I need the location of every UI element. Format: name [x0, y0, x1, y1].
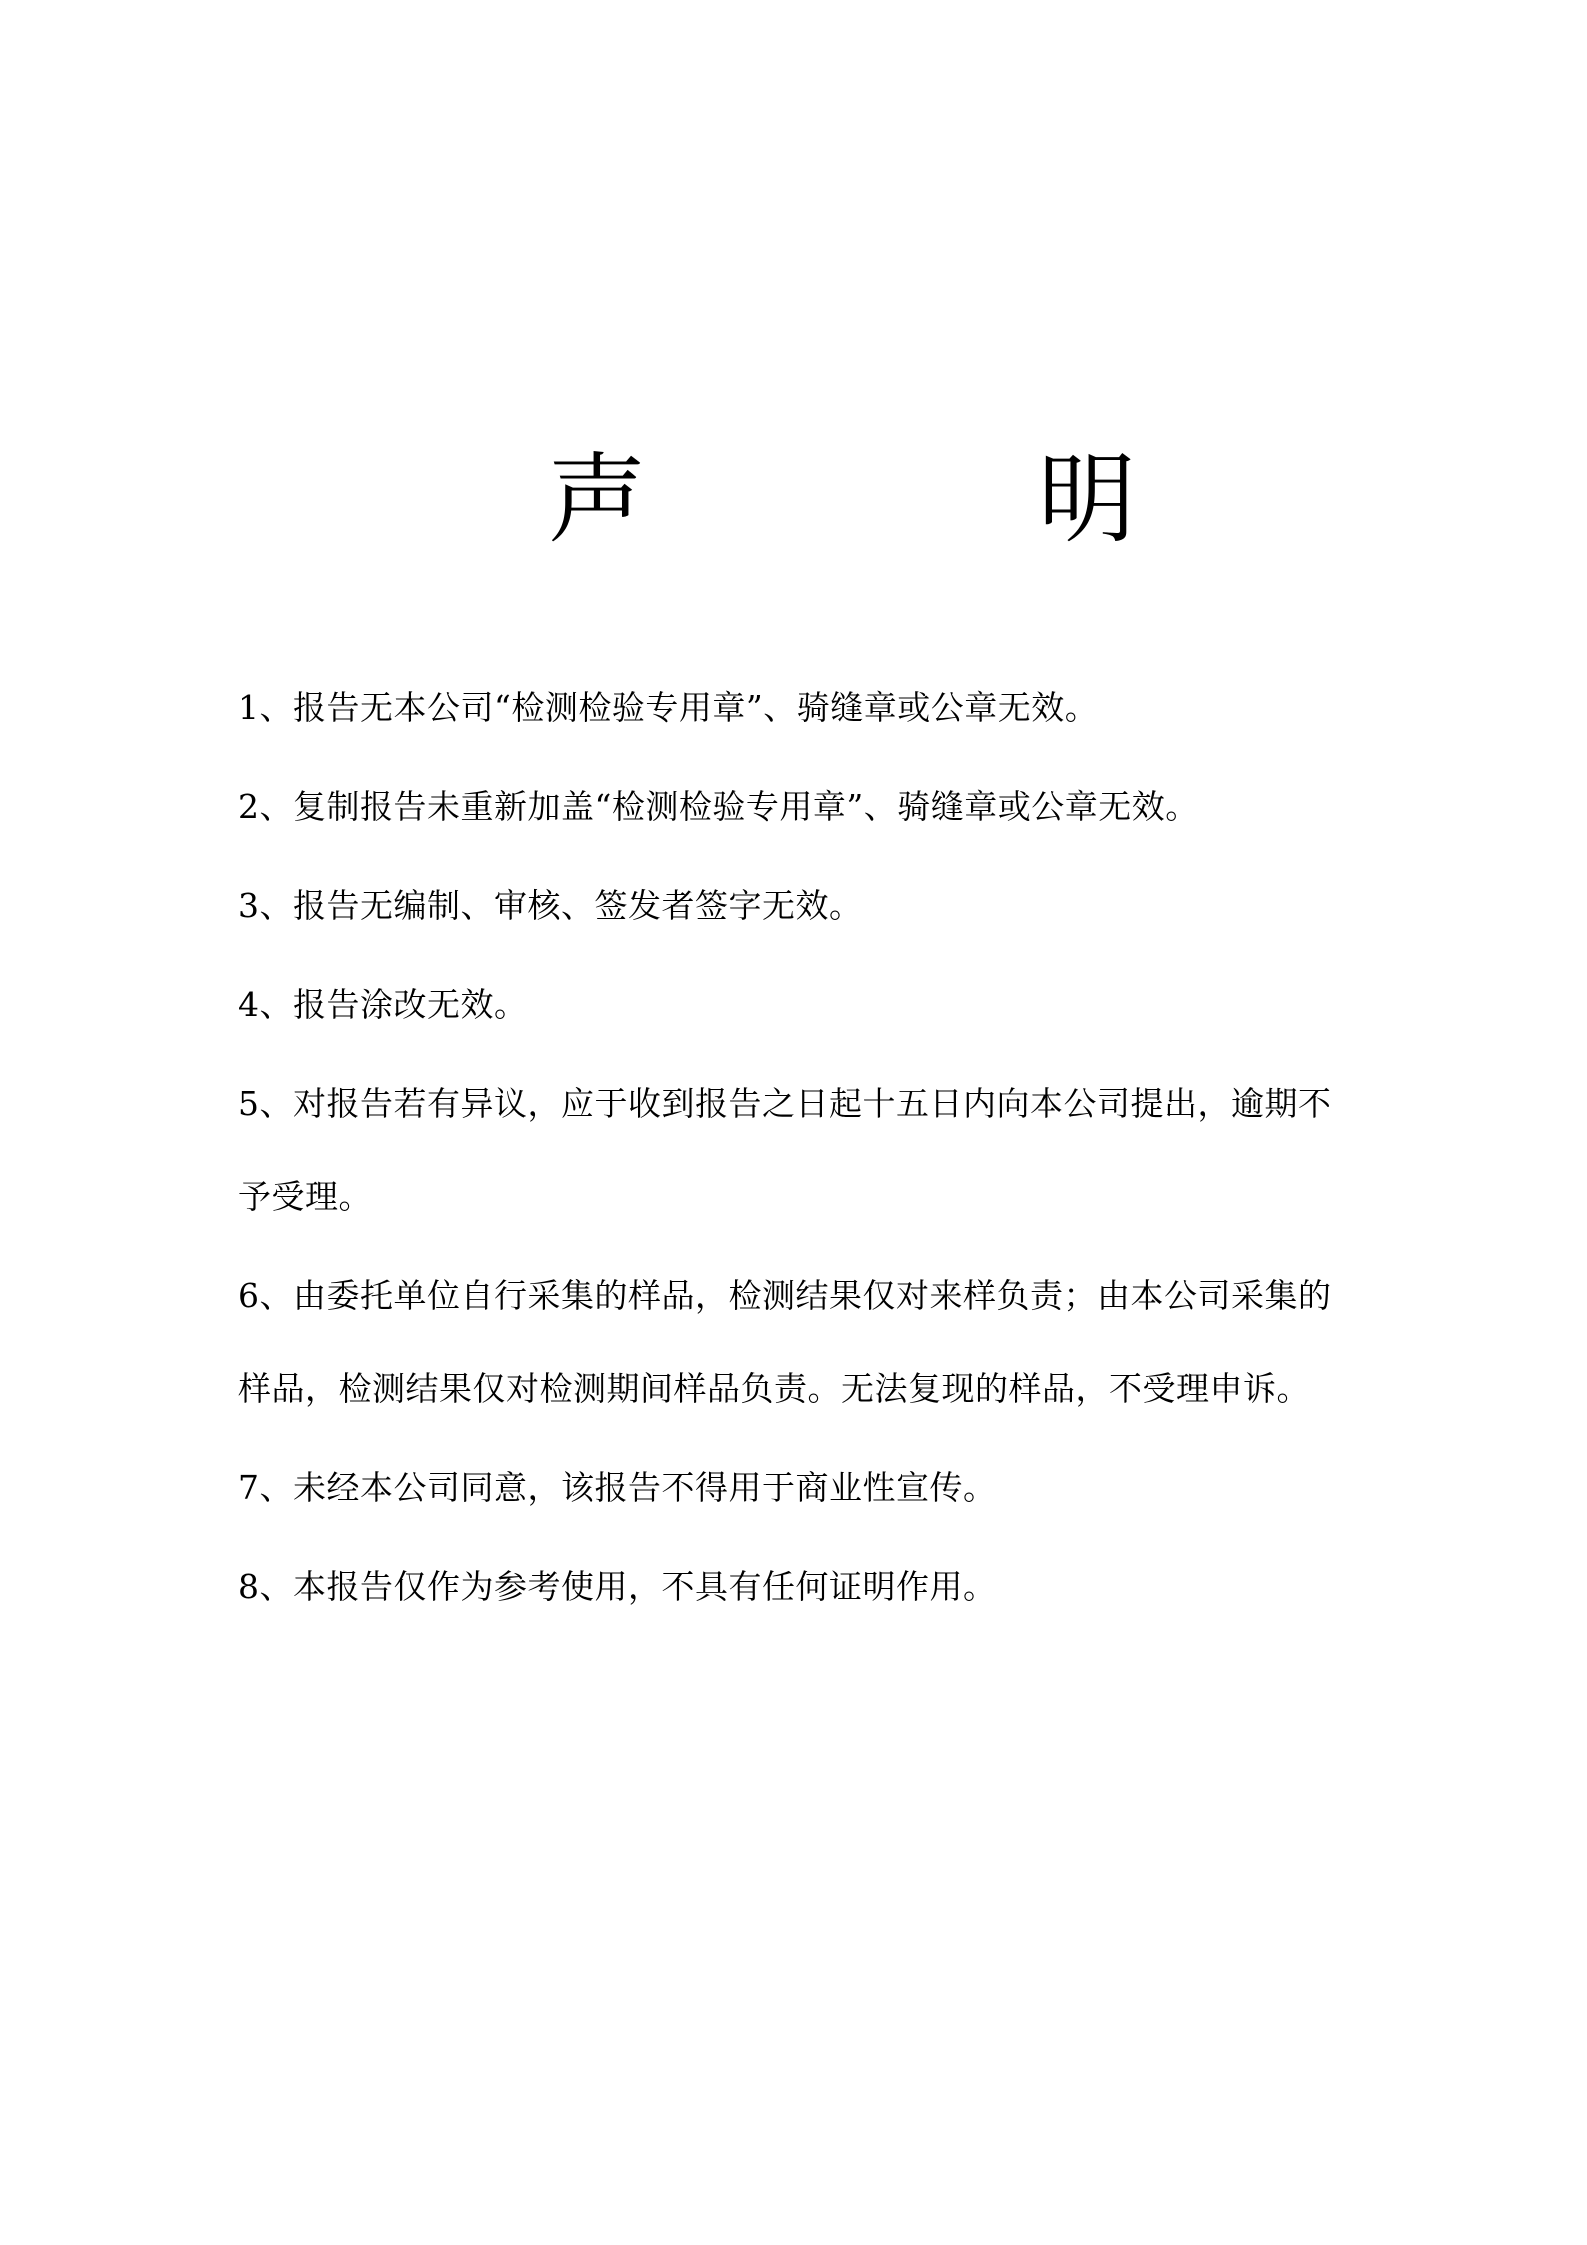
statement-line: 样品，检测结果仅对检测期间样品负责。无法复现的样品，不受理申诉。	[238, 1369, 1310, 1408]
statement-item-7	[238, 1465, 1468, 1510]
statement-item-8	[238, 1564, 1468, 1609]
statement-item-6	[238, 1273, 1468, 1411]
statement-line: 6、由委托单位自行采集的样品，检测结果仅对来样负责；由本公司采集的	[238, 1276, 1332, 1315]
statement-item-1	[238, 685, 1468, 730]
statement-item-2	[238, 784, 1468, 829]
statement-item-3	[238, 883, 1468, 928]
statement-line: 1、报告无本公司“检测检验专用章”、骑缝章或公章无效。	[238, 688, 1099, 727]
statement-item-4	[238, 982, 1468, 1027]
statement-list	[238, 685, 1468, 1609]
statement-line: 2、复制报告未重新加盖“检测检验专用章”、骑缝章或公章无效。	[238, 787, 1199, 826]
title-char-2: 明	[1038, 443, 1137, 557]
page-title	[0, 440, 1587, 560]
statement-item-5	[238, 1081, 1468, 1219]
statement-line: 4、报告涂改无效。	[238, 985, 528, 1024]
statement-line: 5、对报告若有异议，应于收到报告之日起十五日内向本公司提出，逾期不	[238, 1084, 1332, 1123]
statement-line: 3、报告无编制、审核、签发者签字无效。	[238, 886, 863, 925]
statement-line: 8、本报告仅作为参考使用，不具有任何证明作用。	[238, 1567, 997, 1606]
statement-line: 予受理。	[238, 1177, 372, 1216]
statement-line: 7、未经本公司同意，该报告不得用于商业性宣传。	[238, 1468, 997, 1507]
title-char-1: 声	[548, 443, 647, 557]
